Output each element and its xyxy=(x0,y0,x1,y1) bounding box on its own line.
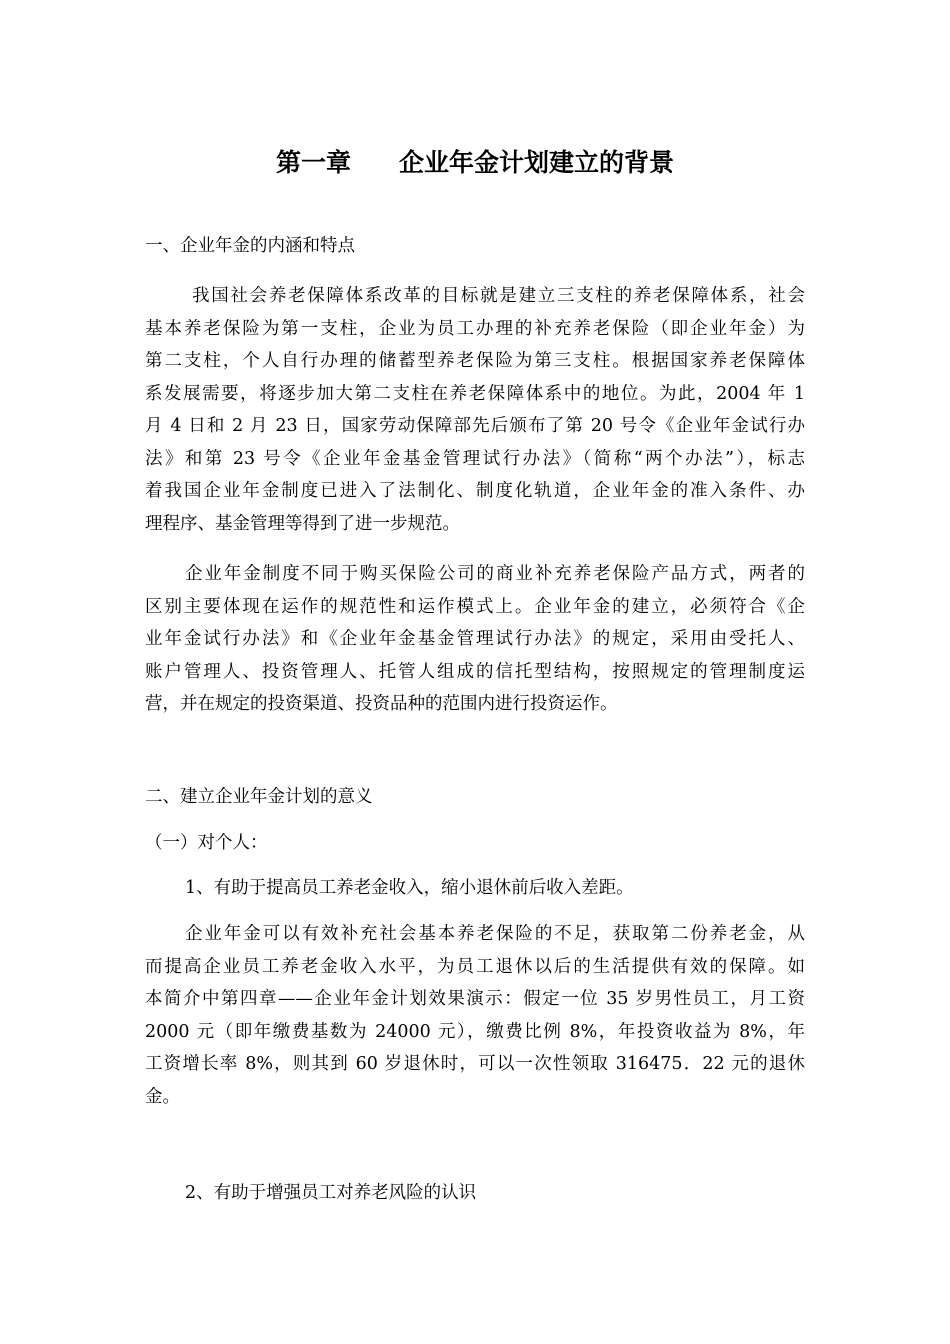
paragraph-line: 基本养老保险为第一支柱，企业为员工办理的补充养老保险（即企业年金）为 xyxy=(145,318,805,339)
paragraph-line: 2000 元（即年缴费基数为 24000 元），缴费比例 8%，年投资收益为 8%，年 xyxy=(145,1021,805,1042)
paragraph-line: 系发展需要，将逐步加大第二支柱在养老保障体系中的地位。为此，2004 年 1 xyxy=(145,383,805,404)
paragraph-line: 我国社会养老保障体系改革的目标就是建立三支柱的养老保障体系，社会 xyxy=(192,286,805,306)
paragraph-line: 第二支柱，个人自行办理的储蓄型养老保险为第三支柱。根据国家养老保障体 xyxy=(145,351,805,371)
chapter-number: 第一章 xyxy=(275,148,351,177)
paragraph-annuity-benefit xyxy=(145,918,805,1113)
paragraph-line: 账户管理人、投资管理人、托管人组成的信托型结构，按照规定的管理制度运 xyxy=(145,661,805,682)
list-item-2: 2、有助于增强员工对养老风险的认识 xyxy=(185,1183,477,1203)
paragraph-line: 营，并在规定的投资渠道、投资品种的范围内进行投资运作。 xyxy=(145,694,618,714)
paragraph-line: 着我国企业年金制度已进入了法制化、制度化轨道，企业年金的准入条件、办 xyxy=(145,481,805,501)
paragraph-line: 理程序、基金管理等得到了进一步规范。 xyxy=(145,513,460,534)
paragraph-line: 法》和第 23 号令《企业年金基金管理试行办法》（简称“两个办法”），标志 xyxy=(145,448,805,469)
paragraph-line: 企业年金可以有效补充社会基本养老保险的不足，获取第二份养老金，从 xyxy=(185,924,805,944)
paragraph-line: 区别主要体现在运作的规范性和运作模式上。企业年金的建立，必须符合《企 xyxy=(145,596,805,617)
paragraph-pension-system xyxy=(145,280,805,540)
paragraph-line: 业年金试行办法》和《企业年金基金管理试行办法》的规定，采用由受托人、 xyxy=(145,629,805,649)
paragraph-line: 而提高企业员工养老金收入水平，为员工退休以后的生活提供有效的保障。如 xyxy=(145,956,805,977)
chapter-title xyxy=(145,148,805,178)
section-heading-2: 二、建立企业年金计划的意义 xyxy=(145,787,373,807)
paragraph-line: 企业年金制度不同于购买保险公司的商业补充养老保险产品方式，两者的 xyxy=(185,564,805,584)
chapter-title-text: 企业年金计划建立的背景 xyxy=(399,148,675,177)
paragraph-annuity-difference xyxy=(145,558,805,721)
list-item-1: 1、有助于提高员工养老金收入，缩小退休前后收入差距。 xyxy=(185,878,634,898)
paragraph-line: 金。 xyxy=(145,1086,180,1107)
paragraph-line: 本简介中第四章——企业年金计划效果演示：假定一位 35 岁男性员工，月工资 xyxy=(145,989,805,1009)
paragraph-line: 工资增长率 8%，则其到 60 岁退休时，可以一次性领取 316475．22 元的退休 xyxy=(145,1054,805,1074)
subsection-heading: （一）对个人： xyxy=(145,833,268,853)
paragraph-line: 月 4 日和 2 月 23 日，国家劳动保障部先后颁布了第 20 号令《企业年金试行办 xyxy=(145,416,805,436)
section-heading-1: 一、企业年金的内涵和特点 xyxy=(145,236,355,256)
document-page xyxy=(145,0,805,1344)
